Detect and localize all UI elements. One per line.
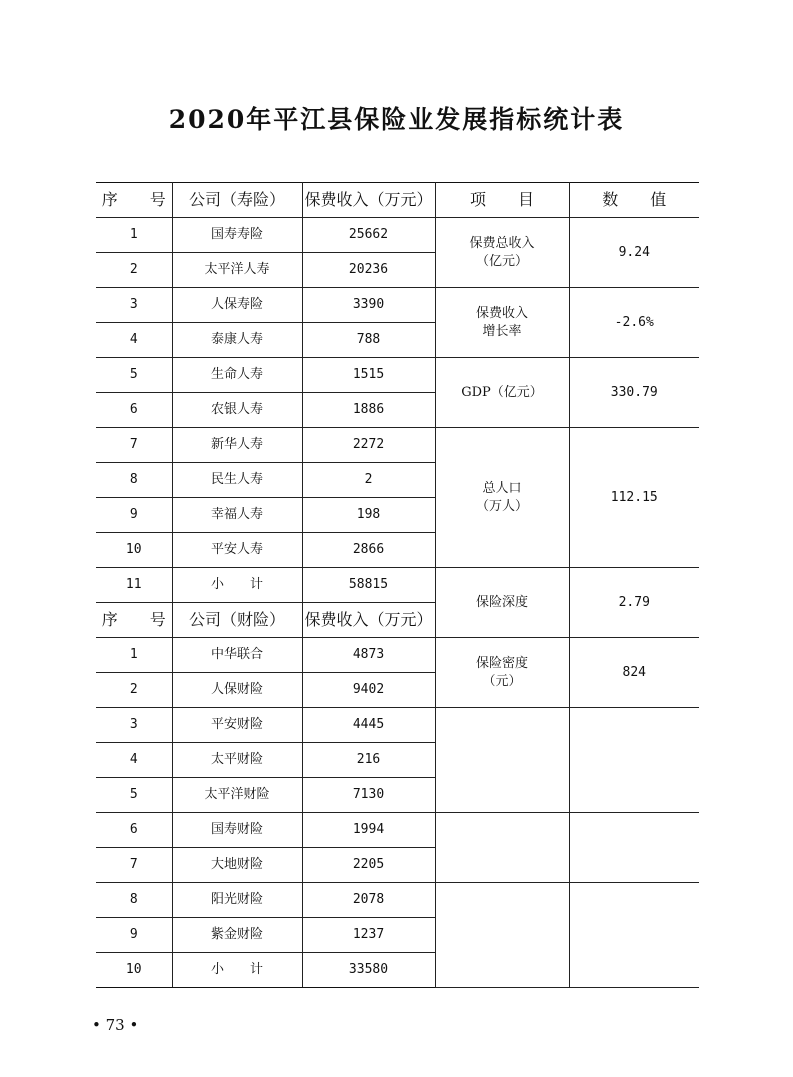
row-no: 5 — [96, 358, 172, 393]
row-no: 9 — [96, 498, 172, 533]
header2-company-property: 公司（财险） — [172, 603, 302, 638]
row-premium: 3390 — [302, 288, 435, 323]
table-row — [96, 638, 699, 673]
header-item: 项 目 — [435, 183, 569, 218]
table-row — [96, 218, 699, 253]
row-premium: 33580 — [302, 953, 435, 988]
table-row — [96, 883, 699, 918]
indicator-item: 保费总收入 （亿元） — [435, 218, 569, 288]
indicator-item: 总人口 （万人） — [435, 428, 569, 568]
statistics-table — [96, 182, 699, 988]
table-header-row — [96, 183, 699, 218]
row-premium: 1994 — [302, 813, 435, 848]
row-company: 民生人寿 — [172, 463, 302, 498]
row-company: 紫金财险 — [172, 918, 302, 953]
row-premium: 58815 — [302, 568, 435, 603]
row-no: 10 — [96, 953, 172, 988]
row-company: 太平洋人寿 — [172, 253, 302, 288]
row-no: 7 — [96, 848, 172, 883]
row-company: 人保财险 — [172, 673, 302, 708]
row-no: 1 — [96, 218, 172, 253]
row-no: 4 — [96, 323, 172, 358]
row-premium: 1237 — [302, 918, 435, 953]
row-company: 人保寿险 — [172, 288, 302, 323]
table-row-subtotal — [96, 568, 699, 603]
indicator-item: 保险深度 — [435, 568, 569, 638]
row-company: 阳光财险 — [172, 883, 302, 918]
row-no: 3 — [96, 708, 172, 743]
page-number: • 73 • — [92, 1016, 139, 1034]
row-no: 8 — [96, 463, 172, 498]
row-no: 5 — [96, 778, 172, 813]
indicator-item: 保费收入 增长率 — [435, 288, 569, 358]
row-premium: 7130 — [302, 778, 435, 813]
row-premium: 216 — [302, 743, 435, 778]
row-company: 国寿寿险 — [172, 218, 302, 253]
row-premium: 2 — [302, 463, 435, 498]
row-company: 小 计 — [172, 953, 302, 988]
row-premium: 2272 — [302, 428, 435, 463]
header-seq: 序 号 — [96, 183, 172, 218]
row-premium: 25662 — [302, 218, 435, 253]
row-company: 农银人寿 — [172, 393, 302, 428]
row-no: 2 — [96, 673, 172, 708]
indicator-value: 2.79 — [569, 568, 699, 638]
row-premium: 4445 — [302, 708, 435, 743]
header-company-life: 公司（寿险） — [172, 183, 302, 218]
empty-cell — [569, 708, 699, 813]
empty-cell — [435, 708, 569, 813]
row-company: 小 计 — [172, 568, 302, 603]
row-no: 8 — [96, 883, 172, 918]
table-row — [96, 428, 699, 463]
row-no: 2 — [96, 253, 172, 288]
row-company: 大地财险 — [172, 848, 302, 883]
row-no: 3 — [96, 288, 172, 323]
table-row — [96, 288, 699, 323]
row-premium: 9402 — [302, 673, 435, 708]
row-no: 6 — [96, 813, 172, 848]
empty-cell — [569, 883, 699, 988]
header-value: 数 值 — [569, 183, 699, 218]
indicator-item: 保险密度 （元） — [435, 638, 569, 708]
indicator-value: -2.6% — [569, 288, 699, 358]
header-premium: 保费收入（万元） — [302, 183, 435, 218]
empty-cell — [435, 813, 569, 883]
page-title: 2020年平江县保险业发展指标统计表 — [168, 105, 625, 134]
row-company: 幸福人寿 — [172, 498, 302, 533]
indicator-item: GDP（亿元） — [435, 358, 569, 428]
indicator-value: 330.79 — [569, 358, 699, 428]
row-premium: 198 — [302, 498, 435, 533]
row-company: 中华联合 — [172, 638, 302, 673]
row-company: 新华人寿 — [172, 428, 302, 463]
row-no: 4 — [96, 743, 172, 778]
row-premium: 2078 — [302, 883, 435, 918]
row-no: 11 — [96, 568, 172, 603]
row-company: 太平洋财险 — [172, 778, 302, 813]
row-company: 国寿财险 — [172, 813, 302, 848]
row-company: 生命人寿 — [172, 358, 302, 393]
header2-seq: 序 号 — [96, 603, 172, 638]
row-no: 6 — [96, 393, 172, 428]
row-premium: 1886 — [302, 393, 435, 428]
row-premium: 4873 — [302, 638, 435, 673]
table-row — [96, 813, 699, 848]
indicator-value: 9.24 — [569, 218, 699, 288]
indicator-value: 112.15 — [569, 428, 699, 568]
header2-premium: 保费收入（万元） — [302, 603, 435, 638]
row-company: 平安人寿 — [172, 533, 302, 568]
empty-cell — [569, 813, 699, 883]
row-premium: 788 — [302, 323, 435, 358]
table-row — [96, 358, 699, 393]
row-premium: 2866 — [302, 533, 435, 568]
row-premium: 1515 — [302, 358, 435, 393]
row-no: 1 — [96, 638, 172, 673]
empty-cell — [435, 883, 569, 988]
row-no: 10 — [96, 533, 172, 568]
table-row — [96, 708, 699, 743]
row-company: 平安财险 — [172, 708, 302, 743]
row-company: 泰康人寿 — [172, 323, 302, 358]
row-premium: 2205 — [302, 848, 435, 883]
indicator-value: 824 — [569, 638, 699, 708]
row-company: 太平财险 — [172, 743, 302, 778]
row-premium: 20236 — [302, 253, 435, 288]
row-no: 7 — [96, 428, 172, 463]
row-no: 9 — [96, 918, 172, 953]
